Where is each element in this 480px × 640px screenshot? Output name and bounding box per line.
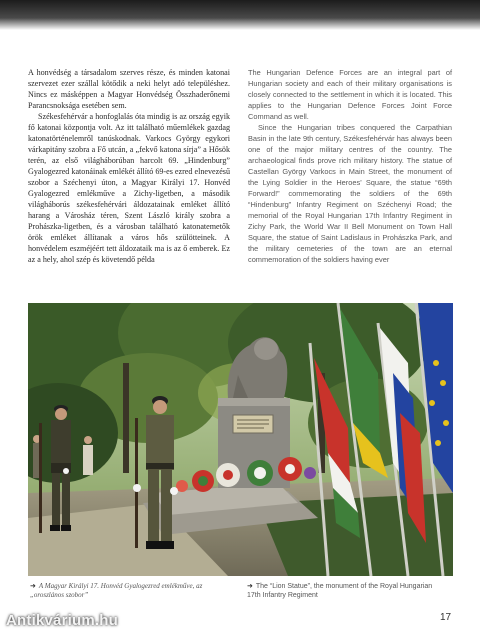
page-number: 17 [440, 612, 452, 623]
photo-caption-english [247, 582, 447, 600]
english-paragraph: Since the Hungarian tribes conquered the Carpathian Basin in the late 9th century, Székesfehérvár has always been one of the major military centres of the country. The archaeological finds prove rich military history. The statue of Castellan György Varkocs in Main Street, the monument of the Lying Soldier in the Heroes’ Square, the statue “69th Forward!” commemorating the soldiers of the 69th “Hindenburg” Infantry Regiment on Széchenyi Road; the memorial of the Royal Hungarian 17th Infantry Regiment in Zichy Park, the World War II Bell Monument on Town Hall Square, the statue of Saint Ladislaus in Prohászka Park, and the military cemeteries of the town are an eternal commemoration of the soldiers having ever [248, 123, 452, 264]
memorial-photo [28, 303, 453, 576]
hungarian-text-column [28, 67, 230, 265]
english-text-column [248, 67, 452, 265]
page-top-shadow [0, 0, 480, 30]
caption-arrow-icon: ➜ [247, 583, 253, 590]
flowers [304, 467, 316, 479]
bystander [83, 445, 93, 475]
caption-text: A Magyar Királyi 17. Honvéd Gyalogezred emlékműve, az „oroszlános szobor” [30, 582, 203, 599]
english-paragraph: The Hungarian Defence Forces are an integral part of Hungarian society and each of their military organisations is closely connected to the settlement in which it is located. This applies to the Hungarian Defence Forces Joint Force Command as well. [248, 68, 452, 121]
hungarian-paragraph: Székesfehérvár a honfoglalás óta mindig is az ország egyik fő katonai központja volt. Az itt található műemlékek gazdag katonatörténelemről tanúskodnak. Varkocs György egykori várkapitány szobra a Fő utcán, a „fekvő katona sírja” a Hősök terén, az első világháborúban harcolt 69. „Hindenburg” Gyalogezred katonáinak emlékét állító 69-es ezred elnevezésű szobor a Széchenyi úton, a Magyar Királyi 17. Honvéd Gyalogezred emlékműve a Zichy-ligetben, a második világháborús székesfehérvári áldozatainak emléket állító harang a Városház téren, Szent László király szobra a Prohászka-ligetben, és a városban található katonatemetők örök emléket állítanak a város hős szülötteinek. A honvédelem eszméjéért tett áldozataik ma is az ő emberek. Ez az a hely, ahol szép és követendő példa [28, 112, 230, 264]
caption-text: The “Lion Statue”, the monument of the Royal Hungarian 17th Infantry Regiment [247, 583, 433, 599]
caption-arrow-icon: ➜ [30, 582, 36, 590]
hungarian-paragraph: A honvédség a társadalom szerves része, és minden katonai szervezet ezer szállal kötődik a neki helyt adó településhez. Nincs ez másképpen a Magyar Honvédség Összhaderőnemi Parancsnoksága esetében sem. [28, 68, 230, 110]
tree-trunk [123, 363, 129, 473]
watermark: Antikvárium.hu [6, 612, 118, 629]
photo-caption-hungarian [30, 582, 230, 600]
